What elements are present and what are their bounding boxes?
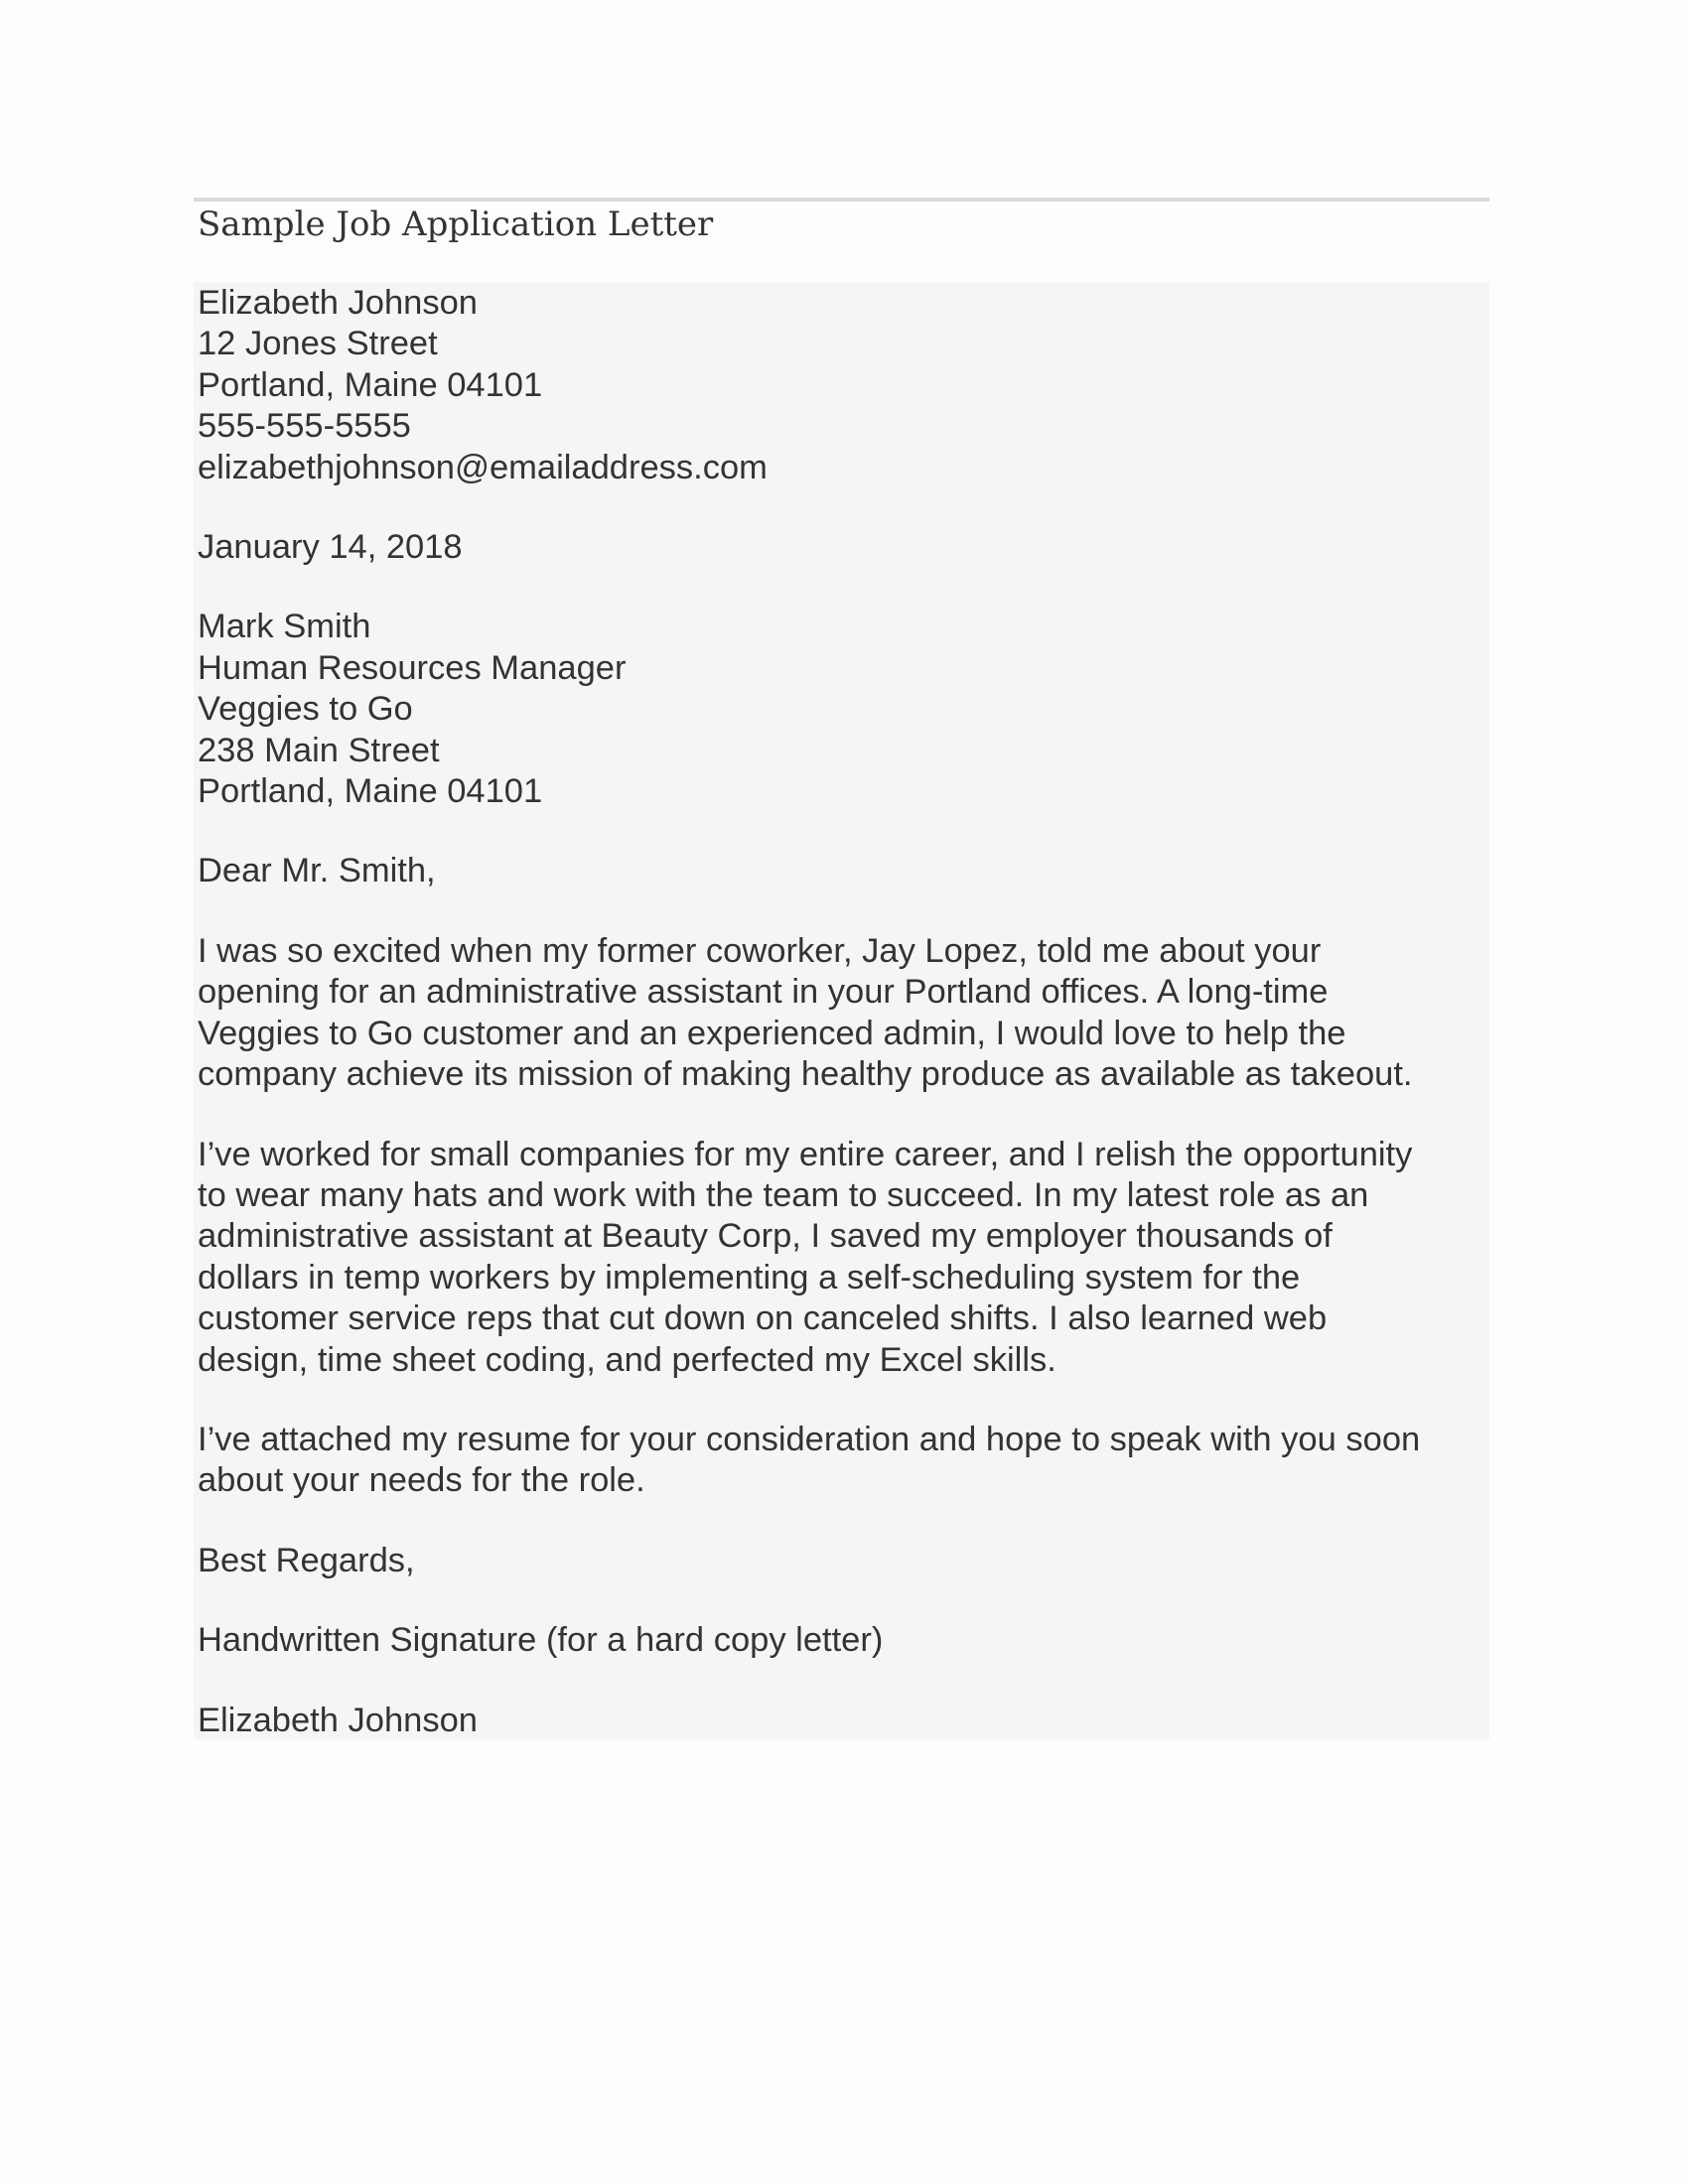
signer-name: Elizabeth Johnson <box>198 1701 478 1739</box>
sender-name: Elizabeth Johnson <box>198 284 478 322</box>
salutation: Dear Mr. Smith, <box>198 852 436 890</box>
recipient-address-block <box>198 607 1488 812</box>
recipient-street: 238 Main Street <box>198 731 440 769</box>
sender-street: 12 Jones Street <box>198 325 438 363</box>
body-paragraph-1: I was so excited when my former coworker, Jay Lopez, told me about your opening for an administrative assistant in your Portland offices. A long-time Veggies to Go customer and an experienced admin, I would love to help the company achieve its mission of making healthy produce as available as takeout. <box>198 931 1413 1094</box>
closing: Best Regards, <box>198 1541 415 1579</box>
recipient-name: Mark Smith <box>198 608 371 646</box>
sender-address-block <box>198 283 1488 488</box>
sender-city: Portland, Maine 04101 <box>198 365 543 404</box>
document-title: Sample Job Application Letter <box>198 205 714 244</box>
recipient-title: Human Resources Manager <box>198 648 627 687</box>
recipient-company: Veggies to Go <box>198 690 413 729</box>
body-paragraph-3: I’ve attached my resume for your consideration and hope to speak with you soon about your needs for the role. <box>198 1420 1421 1500</box>
sender-email: elizabethjohnson@emailaddress.com <box>198 448 768 486</box>
letter-body <box>198 283 1488 1780</box>
letter-date: January 14, 2018 <box>198 528 463 567</box>
recipient-city: Portland, Maine 04101 <box>198 772 543 811</box>
sender-phone: 555-555-5555 <box>198 407 411 446</box>
signature-note: Handwritten Signature (for a hard copy letter) <box>198 1621 884 1660</box>
body-paragraph-2: I’ve worked for small companies for my entire career, and I relish the opportunity to wear many hats and work with the team to succeed. In my latest role as an administrative assistant at Beauty Corp, I saved my employer thousands of dollars in temp workers by implementing a self-scheduling system for the customer service reps that cut down on canceled shifts. I also learned web design, time sheet coding, and perfected my Excel skills. <box>198 1135 1413 1379</box>
